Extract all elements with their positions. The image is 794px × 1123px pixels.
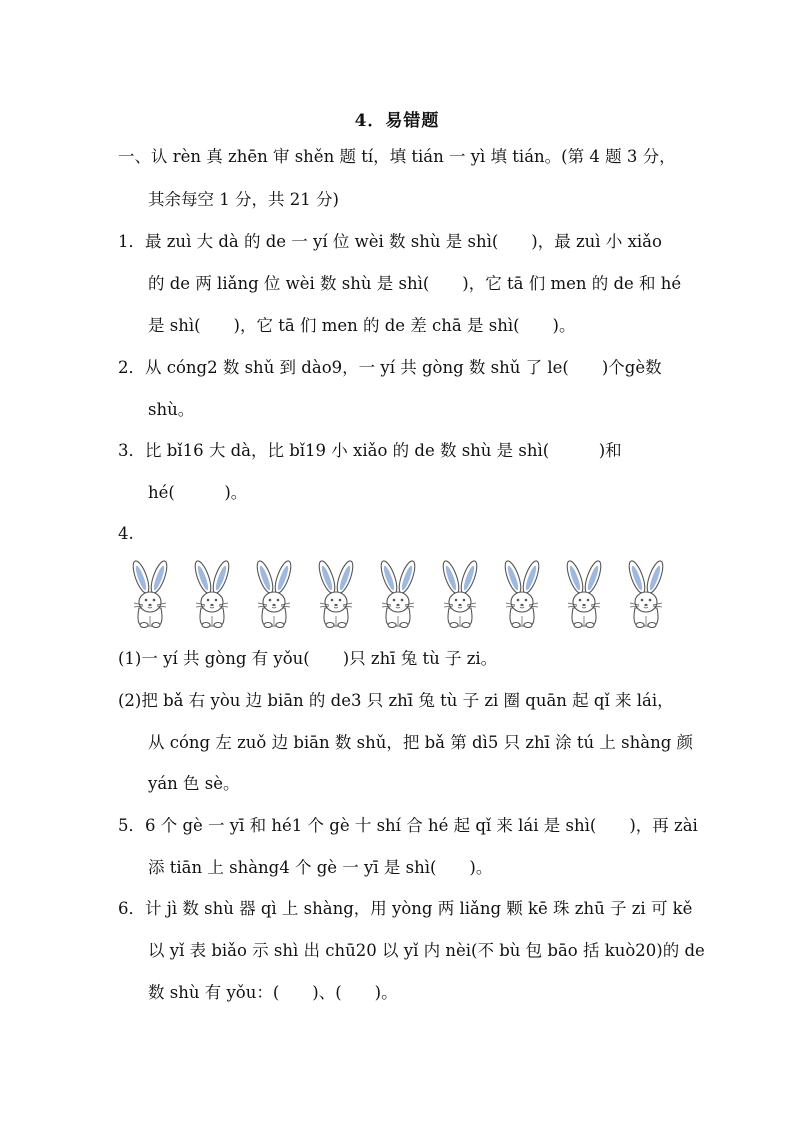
question-5-line2: 添 tiān 上 shàng4 个 gè 一 yī 是 shì( )。 [148, 858, 493, 877]
section-instruction-line2: 其余每空 1 分，共 21 分) [148, 190, 339, 209]
bunny-icon [128, 558, 172, 628]
section-instruction-line1: 一、认 rèn 真 zhēn 审 shěn 题 tí，填 tián 一 yì 填 tián。(第 4 题 3 分， [118, 147, 676, 166]
bunny-icon [562, 558, 606, 628]
bunny-icon [190, 558, 234, 628]
bunny-icon [500, 558, 544, 628]
question-2-line1: 2．从 cóng2 数 shǔ 到 dào9，一 yí 共 gòng 数 shǔ 了 le( )个gè数 [118, 358, 662, 377]
bunny-icon [314, 558, 358, 628]
question-4-sub1: (1)一 yí 共 gòng 有 yǒu( )只 zhī 兔 tù 子 zi。 [118, 649, 498, 668]
question-3-line1: 3．比 bǐ16 大 dà，比 bǐ19 小 xiǎo 的 de 数 shù 是 shì( )和 [118, 441, 622, 460]
question-2-line2: shù。 [148, 400, 195, 419]
bunny-icon [252, 558, 296, 628]
question-6-line1: 6．计 jì 数 shù 器 qì 上 shàng，用 yòng 两 liǎng 颗 kē 珠 zhū 子 zi 可 kě [118, 899, 693, 918]
bunny-icon [376, 558, 420, 628]
bunny-row [128, 558, 668, 630]
question-4-label: 4. [118, 524, 134, 543]
question-1-line3: 是 shì( )，它 tā 们 men 的 de 差 chā 是 shì( )。 [148, 316, 576, 335]
question-4-sub2-line3: yán 色 sè。 [148, 774, 240, 793]
bunny-icon [624, 558, 668, 628]
question-6-line3: 数 shù 有 yǒu：( )、( )。 [148, 983, 398, 1002]
page-title: 4．易错题 [354, 111, 440, 131]
question-6-line2: 以 yǐ 表 biǎo 示 shì 出 chū20 以 yǐ 内 nèi(不 bù 包 bāo 括 kuò20)的 de [148, 941, 705, 960]
bunny-icon [438, 558, 482, 628]
question-1-line1: 1．最 zuì 大 dà 的 de 一 yí 位 wèi 数 shù 是 shì( )，最 zuì 小 xiǎo [118, 232, 662, 251]
question-3-line2: hé( )。 [148, 483, 248, 502]
question-4-sub2-line1: (2)把 bǎ 右 yòu 边 biān 的 de3 只 zhī 兔 tù 子 zi 圈 quān 起 qǐ 来 lái， [118, 691, 674, 710]
question-1-line2: 的 de 两 liǎng 位 wèi 数 shù 是 shì( )，它 tā 们 men 的 de 和 hé [148, 274, 682, 293]
question-5-line1: 5．6 个 gè 一 yī 和 hé1 个 gè 十 shí 合 hé 起 qǐ 来 lái 是 shì( )，再 zài [118, 816, 698, 835]
question-4-sub2-line2: 从 cóng 左 zuǒ 边 biān 数 shǔ，把 bǎ 第 dì5 只 zhī 涂 tú 上 shàng 颜 [148, 733, 694, 752]
